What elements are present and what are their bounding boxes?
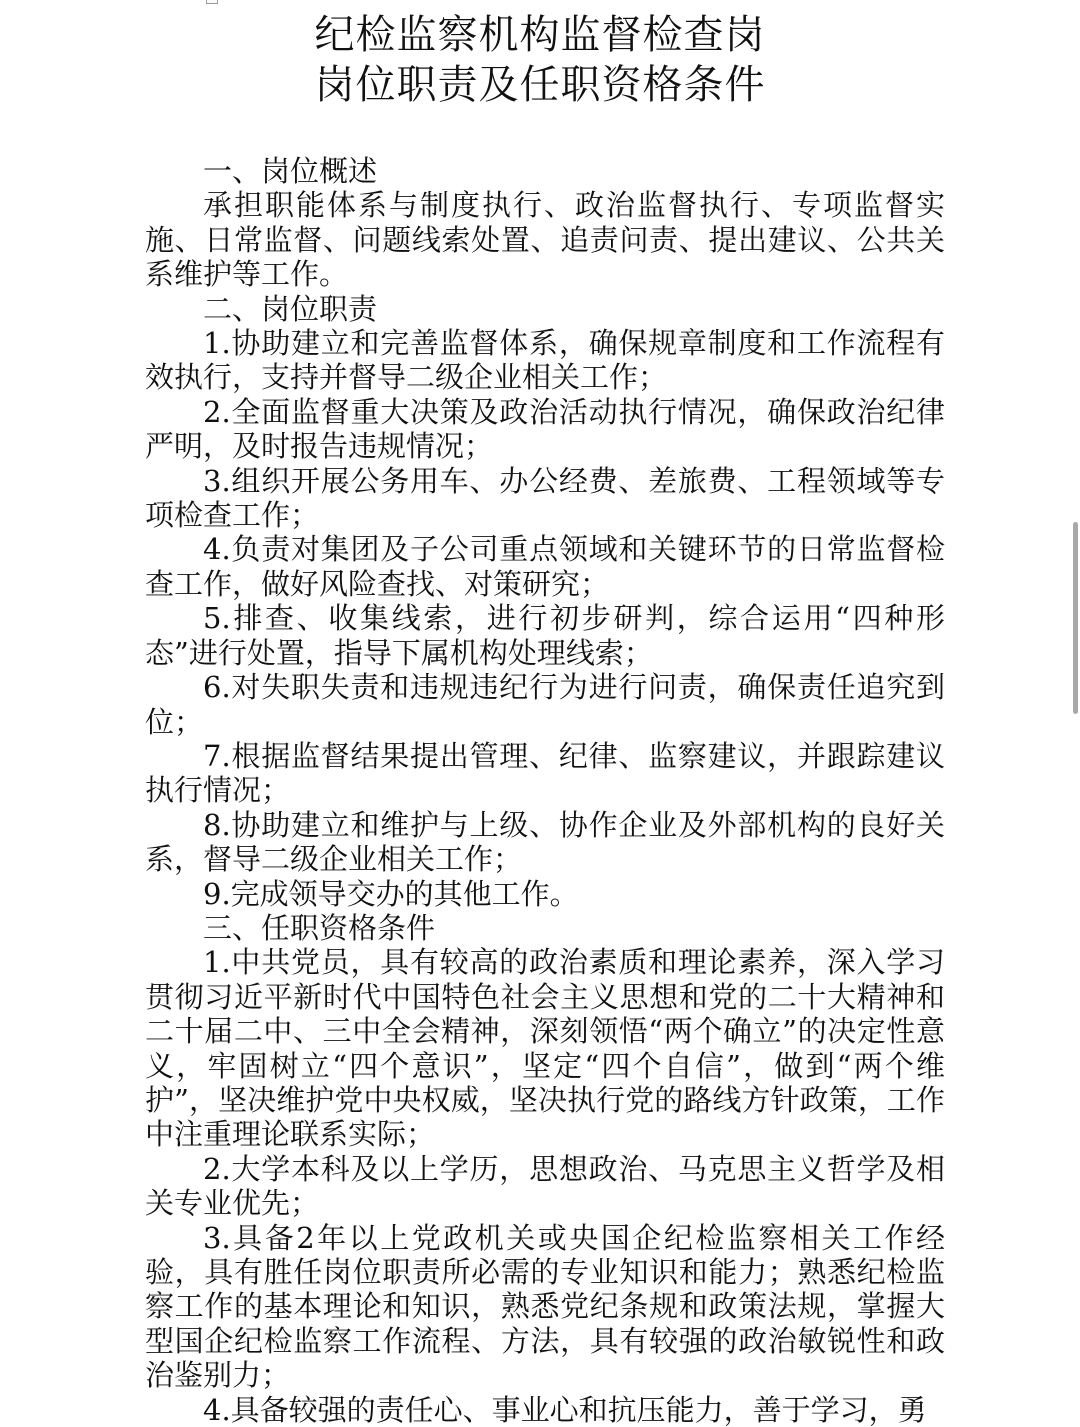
title-line-1: 纪检监察机构监督检查岗 (314, 12, 766, 58)
qualification-item: 2.大学本科及以上学历，思想政治、马克思主义哲学及相关专业优先； (145, 1151, 945, 1221)
document-title (0, 10, 1080, 110)
section-heading-overview: 一、岗位概述 (203, 154, 378, 188)
duty-item: 7.根据监督结果提出管理、纪律、监察建议，并跟踪建议执行情况； (145, 738, 945, 808)
duty-item: 4.负责对集团及子公司重点领域和关键环节的日常监督检查工作，做好风险查找、对策研究； (145, 532, 945, 601)
vertical-scrollbar[interactable] (1073, 522, 1078, 714)
duty-item: 9.完成领导交办的其他工作。 (203, 876, 579, 911)
page-corner-marker (206, 0, 218, 4)
title-line-2: 岗位职责及任职资格条件 (314, 62, 766, 108)
duty-item: 8.协助建立和维护与上级、协作企业及外部机构的良好关系，督导二级企业相关工作； (145, 807, 945, 877)
duty-item: 1.协助建立和完善监督体系，确保规章制度和工作流程有效执行，支持并督导二级企业相关工作； (145, 326, 945, 395)
qualification-item: 3.具备2年以上党政机关或央国企纪检监察相关工作经验，具有胜任岗位职责所必需的专业知识和能力；熟悉纪检监察工作的基本理论和知识，熟悉党纪条规和政策法规，掌握大型国企纪检监察工作流程、方法，具有较强的政治敏锐性和政治鉴别力； (145, 1220, 945, 1393)
section-heading-duties: 二、岗位职责 (203, 291, 378, 326)
duty-item: 3.组织开展公务用车、办公经费、差旅费、工程领域等专项检查工作； (145, 463, 945, 533)
qualification-item: 4.具备较强的责任心、事业心和抗压能力，善于学习，勇 (203, 1392, 927, 1427)
section-heading-qualifications: 三、任职资格条件 (203, 910, 436, 945)
document-body (145, 154, 945, 1427)
duty-item: 6.对失职失责和违规违纪行为进行问责，确保责任追究到位； (145, 670, 945, 739)
qualification-item: 1.中共党员，具有较高的政治素质和理论素养，深入学习贯彻习近平新时代中国特色社会主义思想和党的二十大精神和二十届二中、三中全会精神，深刻领悟“两个确立”的决定性意义，牢固树立“四个意识”，坚定“四个自信”，做到“两个维护”，坚决维护党中央权威，坚决执行党的路线方针政策，工作中注重理论联系实际； (145, 945, 945, 1152)
duty-item: 5.排查、收集线索，进行初步研判，综合运用“四种形态”进行处置，指导下属机构处理线索； (145, 601, 945, 670)
duty-item: 2.全面监督重大决策及政治活动执行情况，确保政治纪律严明，及时报告违规情况； (145, 394, 945, 464)
overview-paragraph: 承担职能体系与制度执行、政治监督执行、专项监督实施、日常监督、问题线索处置、追责问责、提出建议、公共关系维护等工作。 (145, 188, 945, 292)
